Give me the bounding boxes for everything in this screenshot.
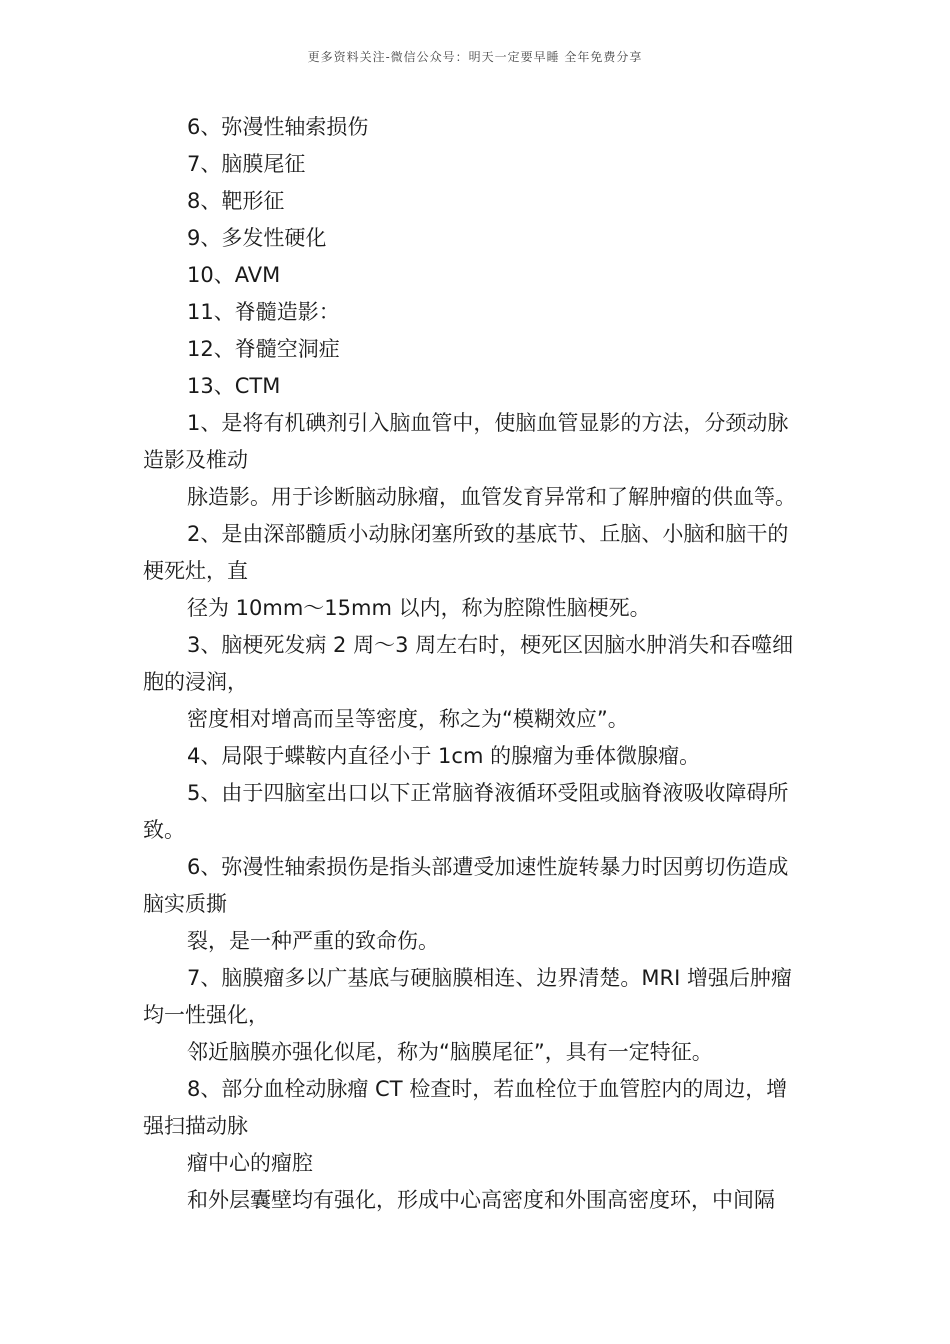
- text-line: 6、弥漫性轴索损伤是指头部遭受加速性旋转暴力时因剪切伤造成: [187, 855, 789, 879]
- text-line: 1、是将有机碘剂引入脑血管中，使脑血管显影的方法，分颈动脉: [187, 411, 789, 435]
- text-line: 7、脑膜尾征: [187, 152, 306, 176]
- text-line: 梗死灶，直: [143, 559, 248, 583]
- text-line: 造影及椎动: [143, 448, 248, 472]
- text-line: 10、AVM: [187, 263, 281, 287]
- text-line: 4、局限于蝶鞍内直径小于 1cm 的腺瘤为垂体微腺瘤。: [187, 744, 701, 768]
- text-line: 密度相对增高而呈等密度，称之为“模糊效应”。: [187, 707, 629, 731]
- text-line: 11、脊髓造影：: [187, 300, 340, 324]
- text-line: 径为 10mm～15mm 以内，称为腔隙性脑梗死。: [187, 596, 651, 620]
- text-line: 和外层囊壁均有强化，形成中心高密度和外围高密度环，中间隔: [187, 1188, 775, 1212]
- text-line: 邻近脑膜亦强化似尾，称为“脑膜尾征”，具有一定特征。: [187, 1040, 713, 1064]
- text-line: 8、靶形征: [187, 189, 285, 213]
- text-line: 脉造影。用于诊断脑动脉瘤，血管发育异常和了解肿瘤的供血等。: [187, 485, 796, 509]
- text-line: 2、是由深部髓质小动脉闭塞所致的基底节、丘脑、小脑和脑干的: [187, 522, 789, 546]
- text-line: 均一性强化，: [143, 1003, 269, 1027]
- text-line: 强扫描动脉: [143, 1114, 248, 1138]
- text-line: 12、脊髓空洞症: [187, 337, 340, 361]
- text-line: 7、脑膜瘤多以广基底与硬脑膜相连、边界清楚。MRI 增强后肿瘤: [187, 966, 792, 990]
- text-line: 裂，是一种严重的致命伤。: [187, 929, 439, 953]
- text-line: 瘤中心的瘤腔: [187, 1151, 313, 1175]
- text-line: 胞的浸润，: [143, 670, 248, 694]
- text-line: 3、脑梗死发病 2 周～3 周左右时，梗死区因脑水肿消失和吞噬细: [187, 633, 794, 657]
- text-line: 致。: [143, 818, 185, 842]
- text-line: 9、多发性硬化: [187, 226, 327, 250]
- header-note: 更多资料关注-微信公众号：明天一定要早睡 全年免费分享: [307, 50, 643, 64]
- text-line: 8、部分血栓动脉瘤 CT 检查时，若血栓位于血管腔内的周边，增: [187, 1077, 788, 1101]
- text-line: 13、CTM: [187, 374, 281, 398]
- text-line: 6、弥漫性轴索损伤: [187, 115, 369, 139]
- text-line: 5、由于四脑室出口以下正常脑脊液循环受阻或脑脊液吸收障碍所: [187, 781, 789, 805]
- text-line: 脑实质撕: [143, 892, 227, 916]
- document-body: [143, 109, 823, 1219]
